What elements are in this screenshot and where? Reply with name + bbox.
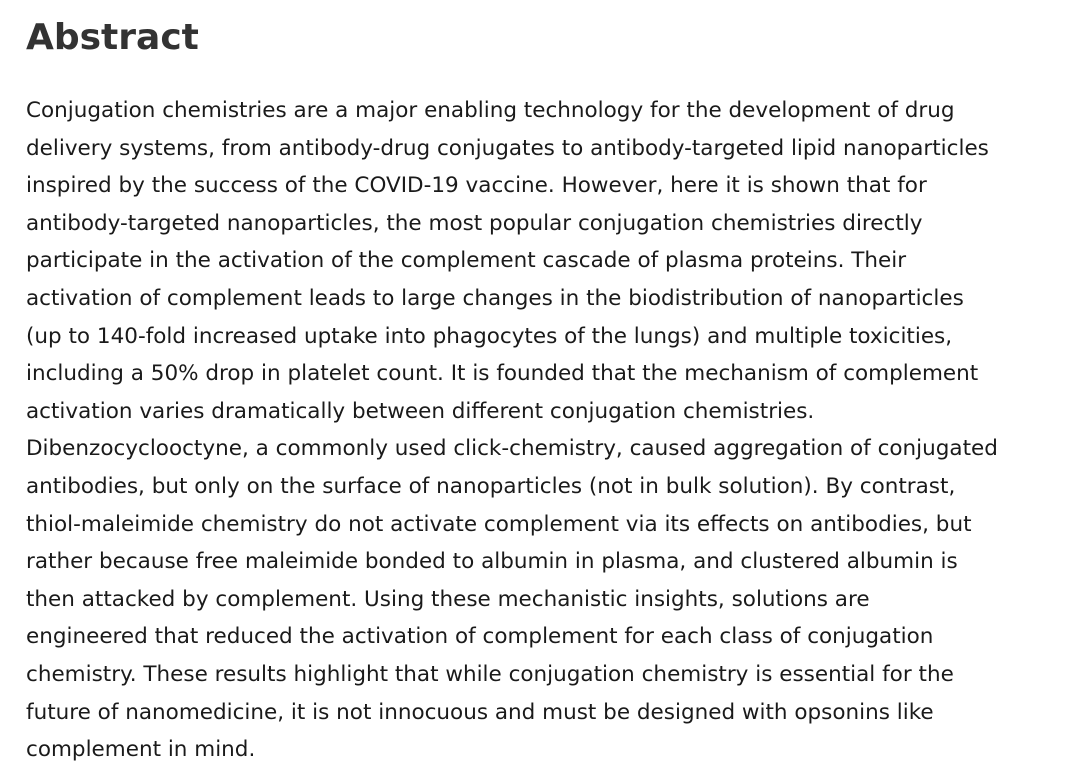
abstract-line: including a 50% drop in platelet count. It is founded that the mechanism of complement xyxy=(26,361,979,387)
abstract-line: activation varies dramatically between different conjugation chemistries. xyxy=(26,398,815,424)
abstract-line: thiol-maleimide chemistry do not activate complement via its effects on antibodies, but xyxy=(26,511,972,537)
abstract-line: future of nanomedicine, it is not innocuous and must be designed with opsonins like xyxy=(26,699,934,725)
abstract-body xyxy=(26,92,1066,769)
abstract-line: complement in mind. xyxy=(26,737,256,763)
abstract-line: chemistry. These results highlight that while conjugation chemistry is essential for the xyxy=(26,661,954,687)
abstract-section xyxy=(26,10,1066,769)
abstract-line: antibodies, but only on the surface of nanoparticles (not in bulk solution). By contrast, xyxy=(26,473,956,499)
abstract-line: then attacked by complement. Using these mechanistic insights, solutions are xyxy=(26,586,870,612)
abstract-line: Dibenzocyclooctyne, a commonly used click-chemistry, caused aggregation of conjugated xyxy=(26,436,998,462)
abstract-heading: Abstract xyxy=(26,17,199,58)
abstract-line: delivery systems, from antibody-drug conjugates to antibody-targeted lipid nanoparticles xyxy=(26,135,989,161)
abstract-line: Conjugation chemistries are a major enabling technology for the development of drug xyxy=(26,98,955,123)
abstract-line: (up to 140-fold increased uptake into phagocytes of the lungs) and multiple toxicities, xyxy=(26,323,953,349)
abstract-line: activation of complement leads to large changes in the biodistribution of nanoparticles xyxy=(26,285,964,311)
abstract-line: participate in the activation of the complement cascade of plasma proteins. Their xyxy=(26,248,907,274)
abstract-line: engineered that reduced the activation of complement for each class of conjugation xyxy=(26,624,934,650)
abstract-line: antibody-targeted nanoparticles, the most popular conjugation chemistries directly xyxy=(26,210,923,236)
abstract-line: inspired by the success of the COVID-19 vaccine. However, here it is shown that for xyxy=(26,173,927,199)
abstract-line: rather because free maleimide bonded to albumin in plasma, and clustered albumin is xyxy=(26,549,958,575)
